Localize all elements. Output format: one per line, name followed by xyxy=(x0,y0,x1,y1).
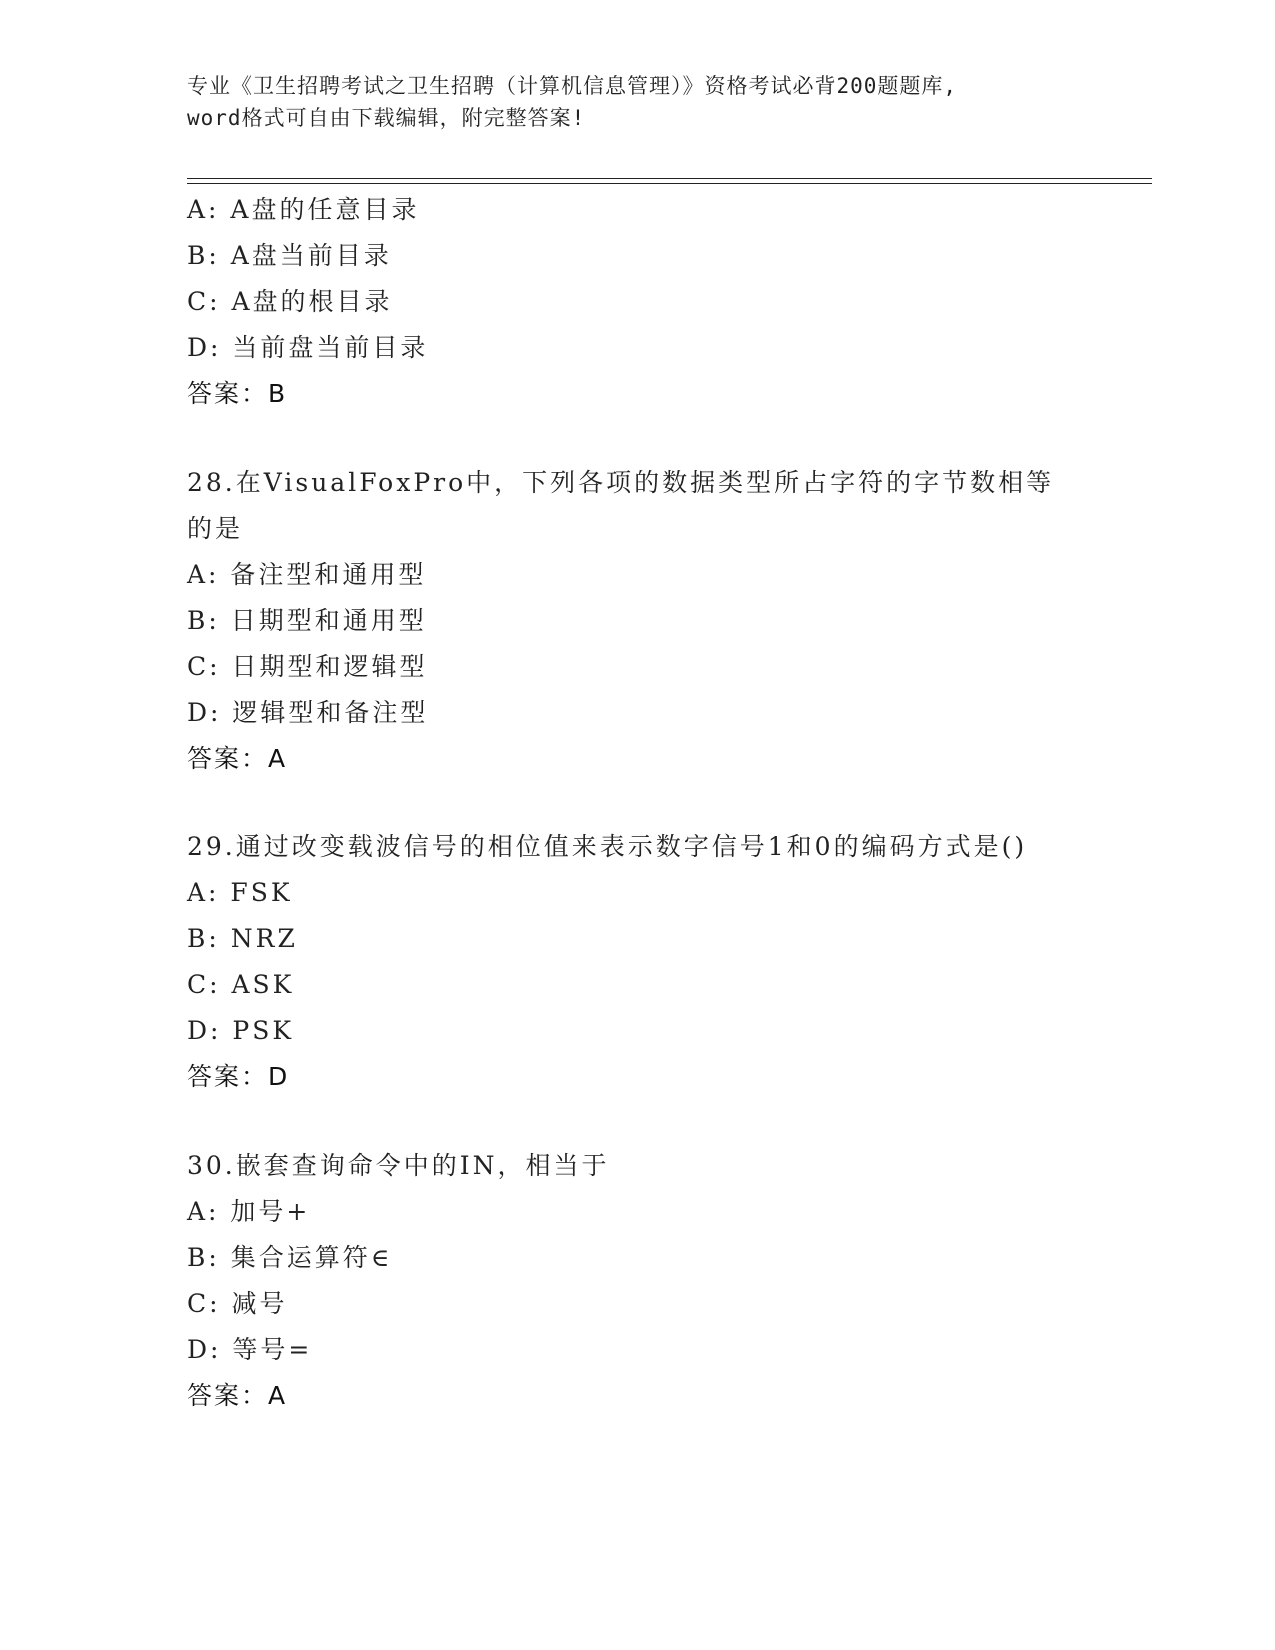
question-block-27 xyxy=(187,187,1087,417)
option-d: D: 当前盘当前目录 xyxy=(187,333,429,362)
header-line-1: 专业《卫生招聘考试之卫生招聘（计算机信息管理）》资格考试必背200题题库, xyxy=(187,74,958,98)
question-stem-line-2: 的是 xyxy=(187,514,244,543)
option-c: C: A盘的根目录 xyxy=(187,287,393,316)
document-header xyxy=(187,70,1087,134)
question-stem-line-1: 29.通过改变载波信号的相位值来表示数字信号1和0的编码方式是() xyxy=(187,832,1028,861)
option-b: B: 集合运算符∈ xyxy=(187,1243,393,1272)
question-block-30 xyxy=(187,1143,1087,1419)
header-divider-top xyxy=(187,178,1152,179)
answer-line: 答案：B xyxy=(187,379,288,408)
question-stem-line-1: 28.在VisualFoxPro中，下列各项的数据类型所占字符的字节数相等 xyxy=(187,468,1055,497)
option-a: A: 加号+ xyxy=(187,1197,311,1226)
option-a: A: 备注型和通用型 xyxy=(187,560,427,589)
question-stem-line-1: 30.嵌套查询命令中的IN，相当于 xyxy=(187,1151,610,1180)
option-d: D: PSK xyxy=(187,1016,295,1045)
option-a: A: FSK xyxy=(187,878,293,907)
question-block-29 xyxy=(187,824,1087,1100)
answer-line: 答案：A xyxy=(187,744,288,773)
option-a: A: A盘的任意目录 xyxy=(187,195,420,224)
option-c: C: 日期型和逻辑型 xyxy=(187,652,428,681)
answer-line: 答案：D xyxy=(187,1062,290,1091)
option-b: B: A盘当前目录 xyxy=(187,241,392,270)
option-c: C: ASK xyxy=(187,970,295,999)
question-block-28 xyxy=(187,460,1087,782)
header-line-2: word格式可自由下载编辑，附完整答案! xyxy=(187,106,586,130)
answer-line: 答案：A xyxy=(187,1381,288,1410)
option-d: D: 逻辑型和备注型 xyxy=(187,698,429,727)
option-c: C: 减号 xyxy=(187,1289,288,1318)
header-divider-bottom xyxy=(187,183,1152,184)
option-b: B: NRZ xyxy=(187,924,298,953)
option-d: D: 等号= xyxy=(187,1335,313,1364)
option-b: B: 日期型和通用型 xyxy=(187,606,427,635)
